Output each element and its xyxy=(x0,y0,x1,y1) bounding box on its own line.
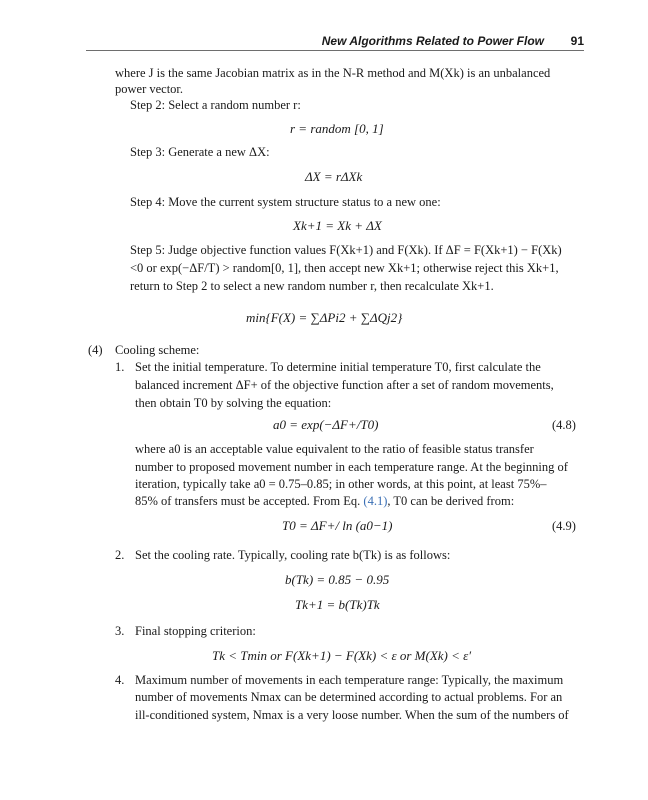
page-header xyxy=(86,30,584,51)
equation-number-4-9: (4.9) xyxy=(552,519,576,533)
step4-text: Step 4: Move the current system structure status to a new one: xyxy=(130,195,441,209)
item1-para-line-2: number to proposed movement number in each temperature range. At the beginning of xyxy=(135,460,568,474)
equation-4-1-link[interactable]: (4.1) xyxy=(363,494,388,508)
item4-line-2: number of movements Nmax can be determined according to actual problems. For an xyxy=(135,690,563,704)
para4-text-before: 85% of transfers must be accepted. From Eq. xyxy=(135,494,361,508)
temperature-update-equation: Tk+1 = b(Tk)Tk xyxy=(295,597,380,612)
step5-line-3: return to Step 2 to select a new random number r, then recalculate Xk+1. xyxy=(130,279,494,293)
equation-4-8: a0 = exp(−ΔF+/T0) xyxy=(273,417,379,432)
step2-equation: r = random [0, 1] xyxy=(290,121,384,136)
step4-equation: Xk+1 = Xk + ΔX xyxy=(293,218,382,233)
item3-text: Final stopping criterion: xyxy=(135,624,256,638)
item1-line-1: Set the initial temperature. To determine initial temperature T0, first calculate the xyxy=(135,360,541,374)
objective-function-equation: min{F(X) = ∑ΔPi2 + ∑ΔQj2} xyxy=(246,310,403,325)
running-head: New Algorithms Related to Power Flow xyxy=(321,34,544,48)
step5-line-1: Step 5: Judge objective function values F(Xk+1) and F(Xk). If ΔF = F(Xk+1) − F(Xk) xyxy=(130,243,562,257)
step5-line-2: <0 or exp(−ΔF/T) > random[0, 1], then accept new Xk+1; otherwise reject this Xk+1, xyxy=(130,261,559,275)
para4-text-after: , T0 can be derived from: xyxy=(387,494,515,508)
item1-line-3: then obtain T0 by solving the equation: xyxy=(135,396,332,410)
equation-number-4-8: (4.8) xyxy=(552,418,576,432)
item1-line-2: balanced increment ΔF+ of the objective function after a set of random movements, xyxy=(135,378,554,392)
item4-number: 4. xyxy=(115,673,125,687)
step3-text: Step 3: Generate a new ΔX: xyxy=(130,145,270,159)
item4-line-1: Maximum number of movements in each temperature range: Typically, the maximum xyxy=(135,673,564,687)
item2-number: 2. xyxy=(115,548,125,562)
intro-line-1: where J is the same Jacobian matrix as in the N-R method and M(Xk) is an unbalanced xyxy=(115,66,551,80)
cooling-rate-equation: b(Tk) = 0.85 − 0.95 xyxy=(285,572,390,587)
equation-4-9: T0 = ΔF+/ ln (a0−1) xyxy=(282,518,393,533)
stopping-criterion-equation: Tk < Tmin or F(Xk+1) − F(Xk) < ε or M(Xk) < ε′ xyxy=(212,648,472,663)
cooling-heading-number: (4) xyxy=(88,343,103,357)
page-number: 91 xyxy=(570,34,584,48)
item4-line-3: ill-conditioned system, Nmax is a very loose number. When the sum of the numbers of xyxy=(135,708,569,722)
item1-number: 1. xyxy=(115,360,125,374)
cooling-heading: Cooling scheme: xyxy=(115,343,200,357)
item1-para-line-4 xyxy=(135,494,514,509)
item1-para-line-1: where a0 is an acceptable value equivalent to the ratio of feasible status transfer xyxy=(135,442,534,456)
item1-para-line-3: iteration, typically take a0 = 0.75–0.85; in other words, at this point, at least 75%– xyxy=(135,477,547,491)
step2-text: Step 2: Select a random number r: xyxy=(130,98,301,112)
item2-text: Set the cooling rate. Typically, cooling rate b(Tk) is as follows: xyxy=(135,548,451,562)
item3-number: 3. xyxy=(115,624,125,638)
step3-equation: ΔX = rΔXk xyxy=(305,169,363,184)
intro-line-2: power vector. xyxy=(115,82,184,96)
